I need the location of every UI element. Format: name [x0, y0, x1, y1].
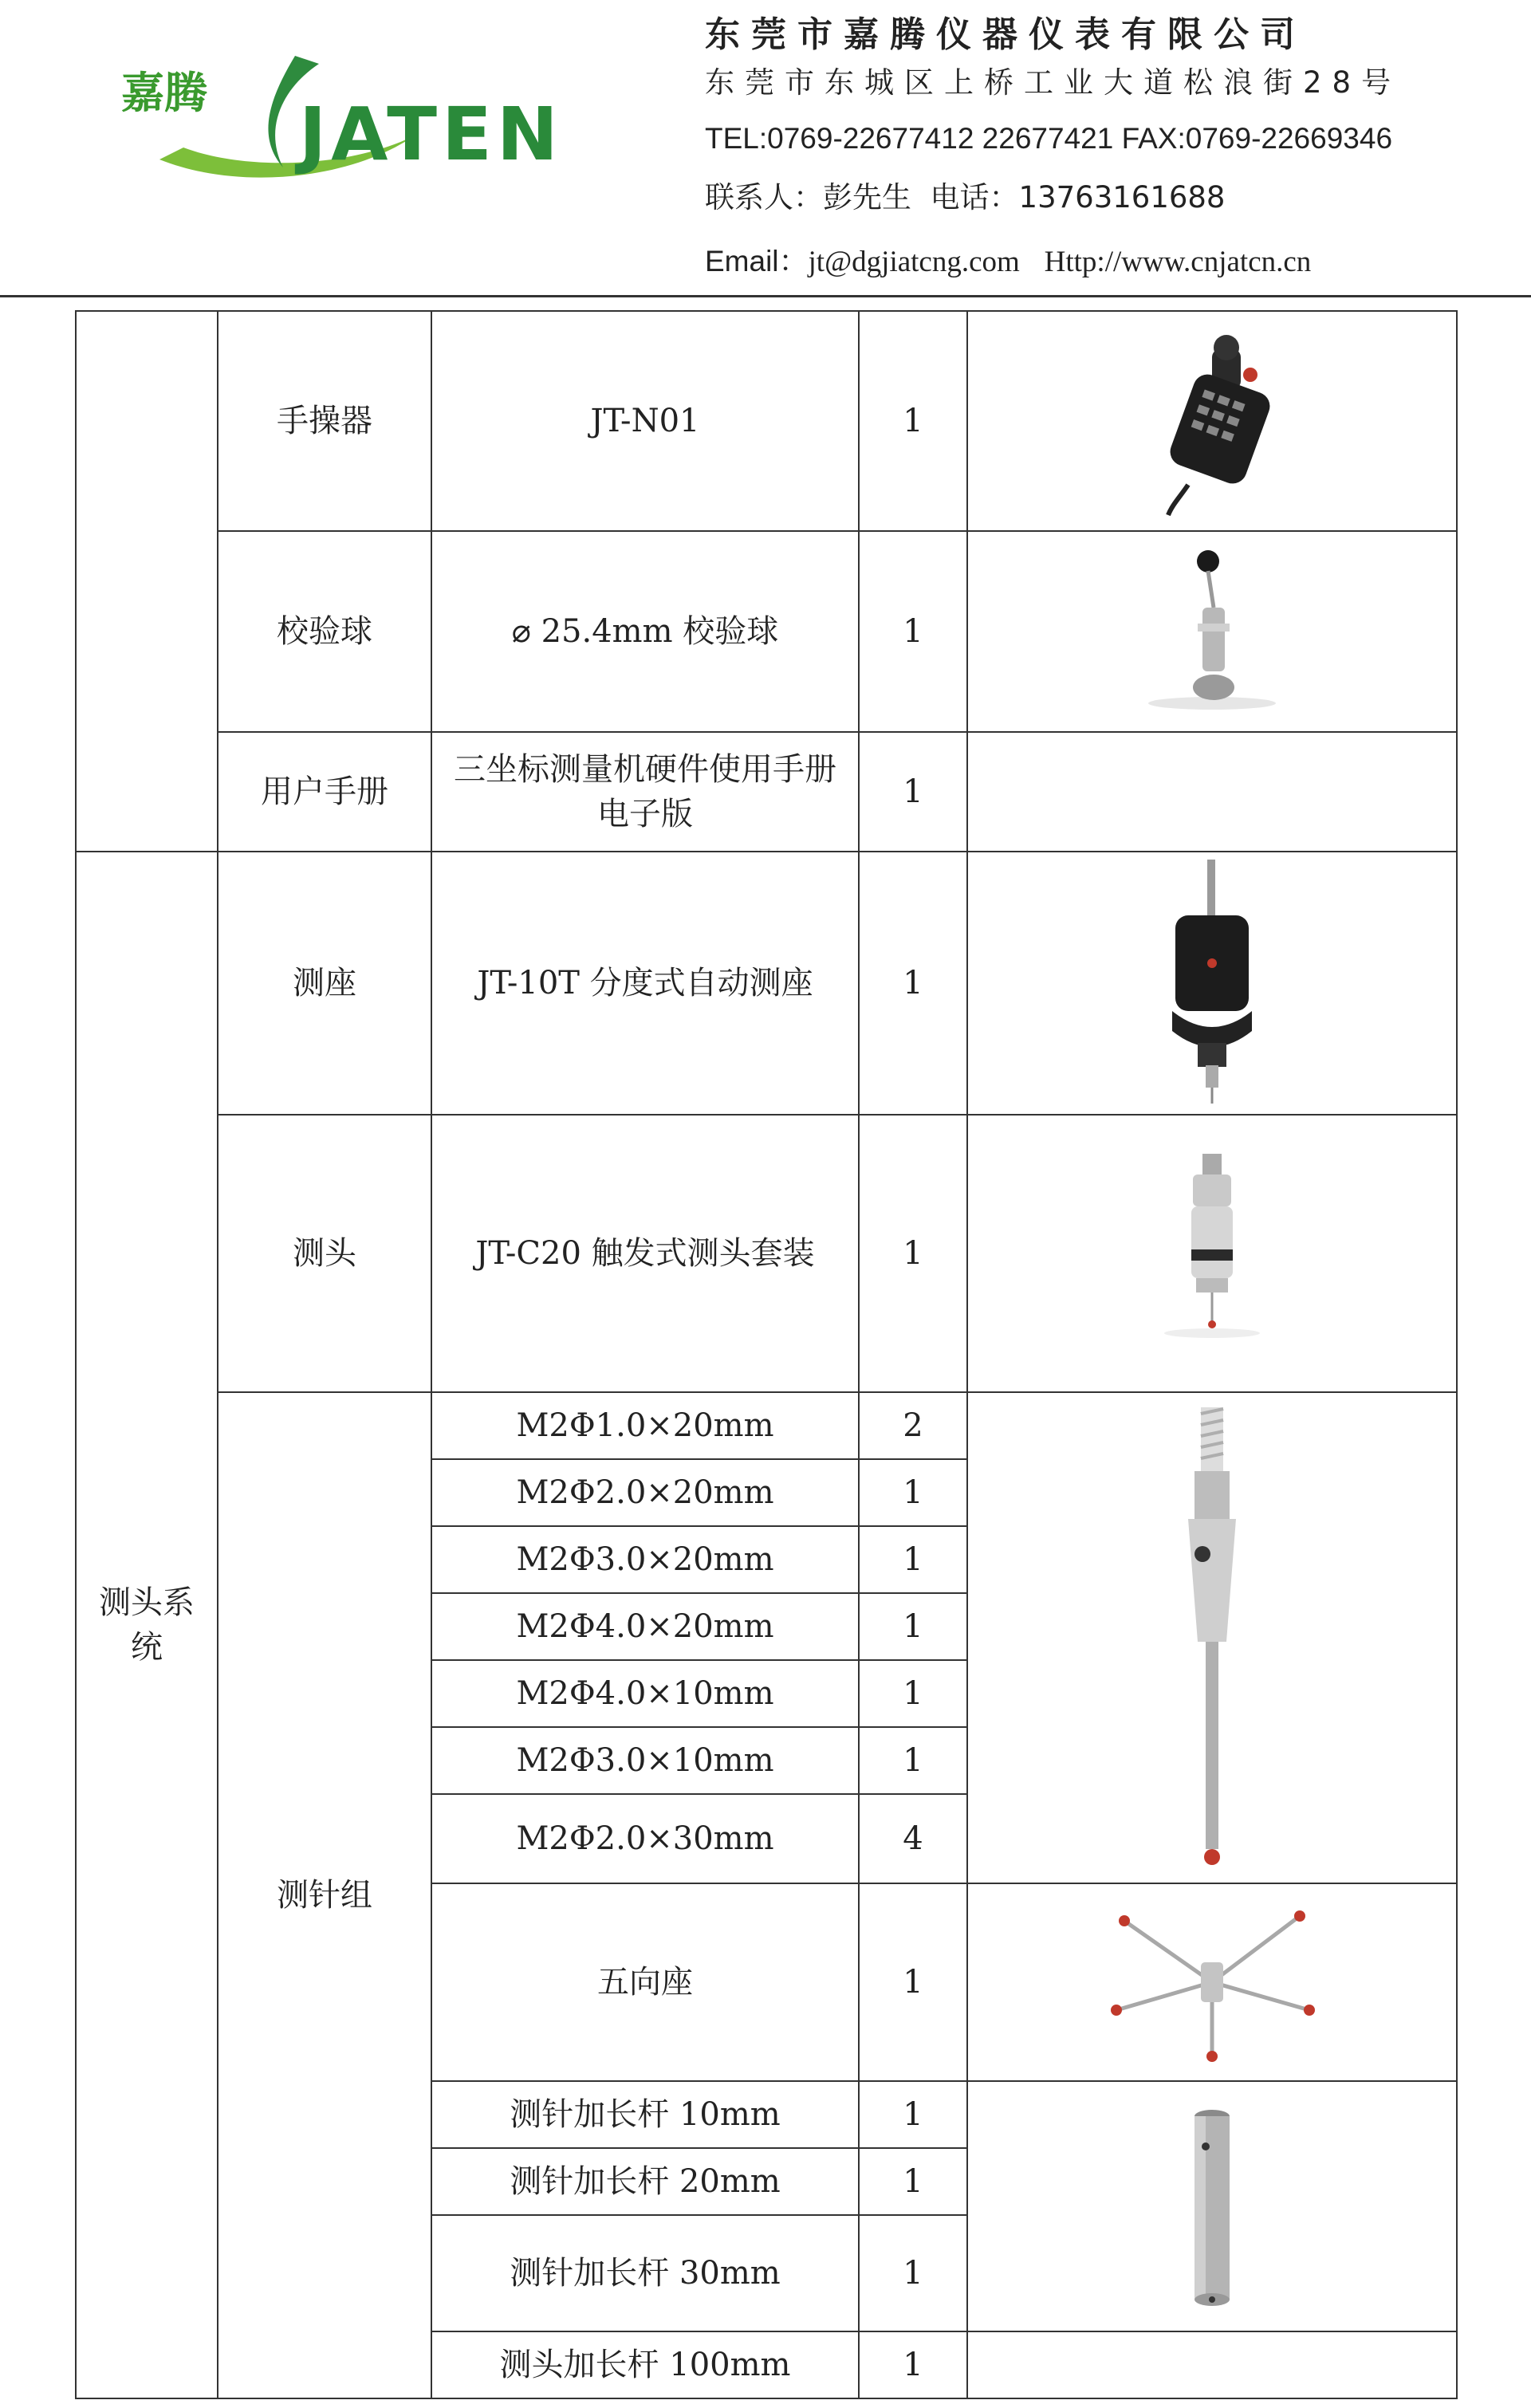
- item-qty: 1: [859, 311, 967, 531]
- item-qty: 1: [859, 732, 967, 852]
- item-model: JT-C20 触发式测头套装: [431, 1115, 859, 1392]
- item-image-cell: [967, 852, 1457, 1115]
- stylus-model: M2Φ4.0×20mm: [431, 1593, 859, 1660]
- item-name: 校验球: [218, 531, 431, 732]
- contact-line: [705, 175, 1401, 220]
- company-address: 东莞市东城区上桥工业大道松浪街28号: [705, 65, 1402, 100]
- contact-label: 联系人：: [705, 180, 823, 214]
- star-qty: 1: [859, 1883, 967, 2081]
- item-image-cell: [967, 1883, 1457, 2081]
- item-name: 测头: [218, 1115, 431, 1392]
- item-qty: 1: [859, 852, 967, 1115]
- extension-bar-icon: [1164, 2099, 1260, 2314]
- email-label: Email：: [705, 245, 809, 277]
- logo-text: 嘉腾: [121, 68, 207, 118]
- email-line: [705, 239, 1401, 285]
- item-model: JT-N01: [431, 311, 859, 531]
- stylus-icon: [1156, 1403, 1268, 1873]
- stylus-model: M2Φ1.0×20mm: [431, 1392, 859, 1459]
- item-name: 测座: [218, 852, 431, 1115]
- extension-model: 测头加长杆 100mm: [431, 2331, 859, 2398]
- extension-qty: 1: [859, 2215, 967, 2331]
- extension-model: 测针加长杆 20mm: [431, 2148, 859, 2215]
- group-probe-system: 测头系统: [76, 852, 218, 2398]
- tel-fax: TEL:0769-22677412 22677421 FAX:0769-22669346: [705, 122, 1393, 155]
- handheld-controller-icon: [1140, 325, 1284, 517]
- table-row: [76, 732, 1457, 852]
- stylus-qty: 2: [859, 1392, 967, 1459]
- item-name: 手操器: [218, 311, 431, 531]
- stylus-qty: 1: [859, 1459, 967, 1526]
- extension-model: 测针加长杆 30mm: [431, 2215, 859, 2331]
- stylus-model: M2Φ2.0×30mm: [431, 1794, 859, 1883]
- item-image-cell: [967, 2081, 1457, 2331]
- equipment-table: [75, 310, 1458, 2399]
- extension-qty: 1: [859, 2331, 967, 2398]
- item-model: JT-10T 分度式自动测座: [431, 852, 859, 1115]
- company-name: 东莞市嘉腾仪器仪表有限公司: [705, 14, 1306, 55]
- item-name: 用户手册: [218, 732, 431, 852]
- page-header: [0, 0, 1531, 297]
- stylus-qty: 1: [859, 1593, 967, 1660]
- star-model: 五向座: [431, 1883, 859, 2081]
- phone-label: 电话：: [930, 180, 1019, 214]
- item-image-cell: [967, 1115, 1457, 1392]
- phone-number: 13763161688: [1018, 180, 1226, 214]
- stylus-qty: 1: [859, 1727, 967, 1794]
- stylus-model: M2Φ3.0×20mm: [431, 1526, 859, 1593]
- table-row: [76, 1115, 1457, 1392]
- stylus-model: M2Φ2.0×20mm: [431, 1459, 859, 1526]
- item-image-cell: [967, 732, 1457, 852]
- company-info: [705, 10, 1401, 285]
- group-cell-empty: [76, 311, 218, 852]
- item-image-cell: [967, 531, 1457, 732]
- table-row: [76, 311, 1457, 531]
- item-qty: 1: [859, 1115, 967, 1392]
- company-logo-icon: [112, 40, 563, 191]
- table-row: [76, 531, 1457, 732]
- item-image-cell: [967, 311, 1457, 531]
- star-stylus-icon: [1100, 1898, 1324, 2066]
- stylus-model: M2Φ3.0×10mm: [431, 1727, 859, 1794]
- table-row: [76, 852, 1457, 1115]
- group-stylus: 测针组: [218, 1392, 431, 2398]
- website-link[interactable]: Http://www.cnjatcn.cn: [1044, 246, 1312, 278]
- contact-name: 彭先生: [823, 180, 911, 214]
- item-image-cell: [967, 1392, 1457, 1883]
- touch-probe-icon: [1156, 1154, 1268, 1353]
- stylus-model: M2Φ4.0×10mm: [431, 1660, 859, 1727]
- table-row: [76, 1392, 1457, 1459]
- logo-brand: JATEN: [299, 92, 563, 177]
- extension-model: 测针加长杆 10mm: [431, 2081, 859, 2148]
- item-qty: 1: [859, 531, 967, 732]
- stylus-qty: 4: [859, 1794, 967, 1883]
- header-divider: [0, 295, 1531, 297]
- item-model: 三坐标测量机硬件使用手册电子版: [431, 732, 859, 852]
- item-model: ⌀ 25.4mm 校验球: [431, 531, 859, 732]
- probe-head-icon: [1148, 860, 1276, 1107]
- calibration-ball-icon: [1124, 544, 1300, 719]
- extension-qty: 1: [859, 2148, 967, 2215]
- extension-qty: 1: [859, 2081, 967, 2148]
- stylus-qty: 1: [859, 1660, 967, 1727]
- item-image-cell: [967, 2331, 1457, 2398]
- email-address[interactable]: jt@dgjiatcng.com: [808, 246, 1020, 278]
- stylus-qty: 1: [859, 1526, 967, 1593]
